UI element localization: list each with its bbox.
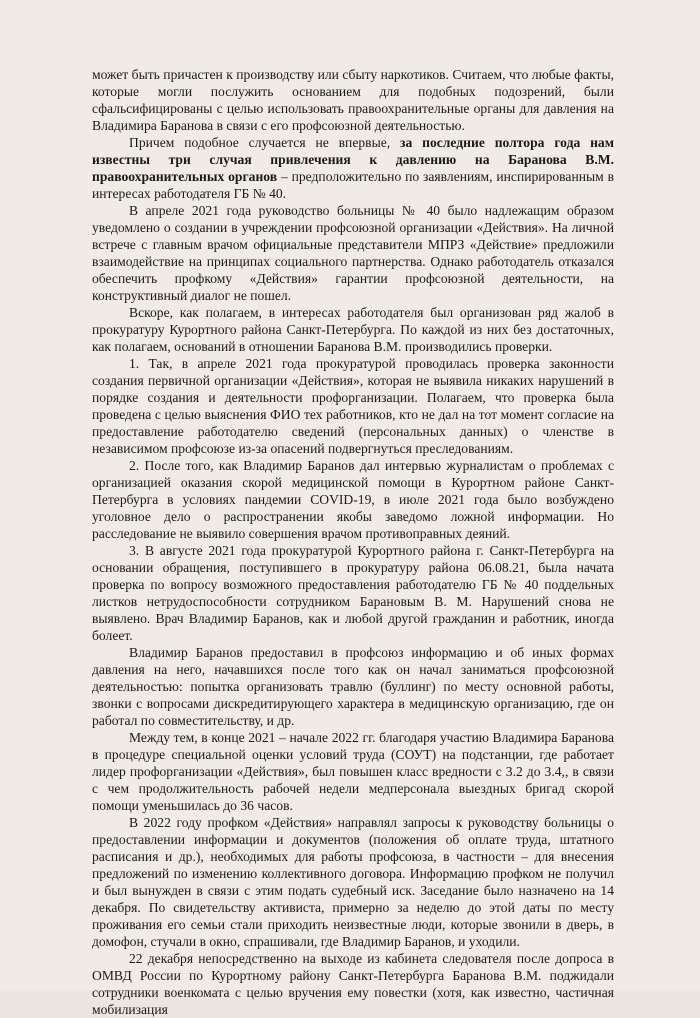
paragraph-7 xyxy=(92,644,614,729)
paragraph-5 xyxy=(92,457,614,542)
paragraph-4 xyxy=(92,355,614,457)
bold-emphasis: за последние полтора года нам известны три случая привлечения к давлению на Баранова В.М. правоохранительных органов xyxy=(92,135,614,184)
paragraph-text: В апреле 2021 года руководство больницы № 40 было надлежащим образом уведомлено о создании в учреждении профсоюзной организации «Действия». На личной встрече с главным врачом официальные представители МПРЗ «Действие» предложили взаимодействие на принципах социального партнерства. Однако работодатель отказался обеспечить профкому «Действия» гарантии профсоюзной деятельности, на конструктивный диалог не пошел. xyxy=(92,203,614,303)
document-body xyxy=(92,66,614,1017)
paragraph-text: Причем подобное случается не впервые, xyxy=(129,135,401,150)
paragraph-1 xyxy=(92,134,614,202)
paragraph-8 xyxy=(92,729,614,814)
paragraph-text: В 2022 году профком «Действия» направлял запросы к руководству больницы о предоставлении информации и документов (положения об оплате труда, штатного расписания и др.), необходимых для работы профсоюза, в частности – для внесения предложений по изменению коллективного договора. Информацию профком не получил и был вынужден в связи с этим подать судебный иск. Заседание было назначено на 14 декабря. По свидетельству активиста, примерно за неделю до этой даты по месту проживания его семьи стали приходить неизвестные люди, которые звонили в дверь, в домофон, стучали в окно, спрашивали, где Владимир Баранов, и уходили. xyxy=(92,815,614,949)
paragraph-text: Между тем, в конце 2021 – начале 2022 гг. благодаря участию Владимира Баранова в процедуре специальной оценки условий труда (СОУТ) на подстанции, где работает лидер профорганизации «Действия», был повышен класс вредности с 3.2 до 3.4,, в связи с чем продолжительность рабочей недели медперсонала выездных бригад скорой помощи уменьшилась до 36 часов. xyxy=(92,730,614,813)
paragraph-text: может быть причастен к производству или сбыту наркотиков. Считаем, что любые факты, которые могли послужить основанием для подобных подозрений, были сфальсифицированы с целью использовать правоохранительные органы для давления на Владимира Баранова в связи с его профсоюзной деятельностью. xyxy=(92,67,614,133)
paragraph-text: 3. В августе 2021 года прокуратурой Курортного района г. Санкт-Петербурга на основании обращения, поступившего в прокуратуру района 06.08.21, была начата проверка по вопросу возможного предоставления работодателю ГБ № 40 поддельных листков нетрудоспособности сотрудником Барановым В. М. Нарушений снова не выявлено. Врач Владимир Баранов, как и любой другой гражданин и работник, иногда болеет. xyxy=(92,543,614,643)
paragraph-text: 1. Так, в апреле 2021 года прокуратурой проводилась проверка законности создания первичной организации «Действия», которая не выявила никаких нарушений в порядке создания и деятельности профорганизации. Полагаем, что проверка была проведена с целью выяснения ФИО тех работников, кто не дал на тот момент согласие на предоставление работодателю сведений (персональных данных) о членстве в независимом профсоюзе из-за опасений подвергнуться преследованиям. xyxy=(92,356,614,456)
paragraph-6 xyxy=(92,542,614,644)
paragraph-3 xyxy=(92,304,614,355)
paragraph-text: Владимир Баранов предоставил в профсоюз информацию и об иных формах давления на него, начавшихся после того как он начал заниматься профсоюзной деятельностью: попытка организовать травлю (буллинг) по месту основной работы, звонки с вопросами дискредитирующего характера в медицинскую организацию, где он работал по совместительству, и др. xyxy=(92,645,614,728)
paragraph-text: Вскоре, как полагаем, в интересах работодателя был организован ряд жалоб в прокуратуру Курортного района Санкт-Петербурга. По каждой из них без достаточных, как полагаем, оснований в отношении Баранова В.М. производились проверки. xyxy=(92,305,614,354)
paragraph-text: – предположительно по заявлениям, инспирированным в интересах работодателя ГБ № 40. xyxy=(92,169,614,201)
paragraph-text: 2. После того, как Владимир Баранов дал интервью журналистам о проблемах с организацией оказания скорой медицинской помощи в Курортном районе Санкт-Петербурга в условиях пандемии COVID-19, в июле 2021 года было возбуждено уголовное дело о распространении якобы заведомо ложной информации. Но расследование не выявило совершения врачом противоправных деяний. xyxy=(92,458,614,541)
paragraph-0 xyxy=(92,66,614,134)
paragraph-9 xyxy=(92,814,614,950)
paragraph-10 xyxy=(92,950,614,1018)
paragraph-text: 22 декабря непосредственно на выходе из кабинета следователя после допроса в ОМВД России по Курортному району Санкт-Петербурга Баранова В.М. поджидали сотрудники военкомата с целью вручения ему повестки (хотя, как известно, частичная мобилизация xyxy=(92,951,614,1017)
paragraph-2 xyxy=(92,202,614,304)
